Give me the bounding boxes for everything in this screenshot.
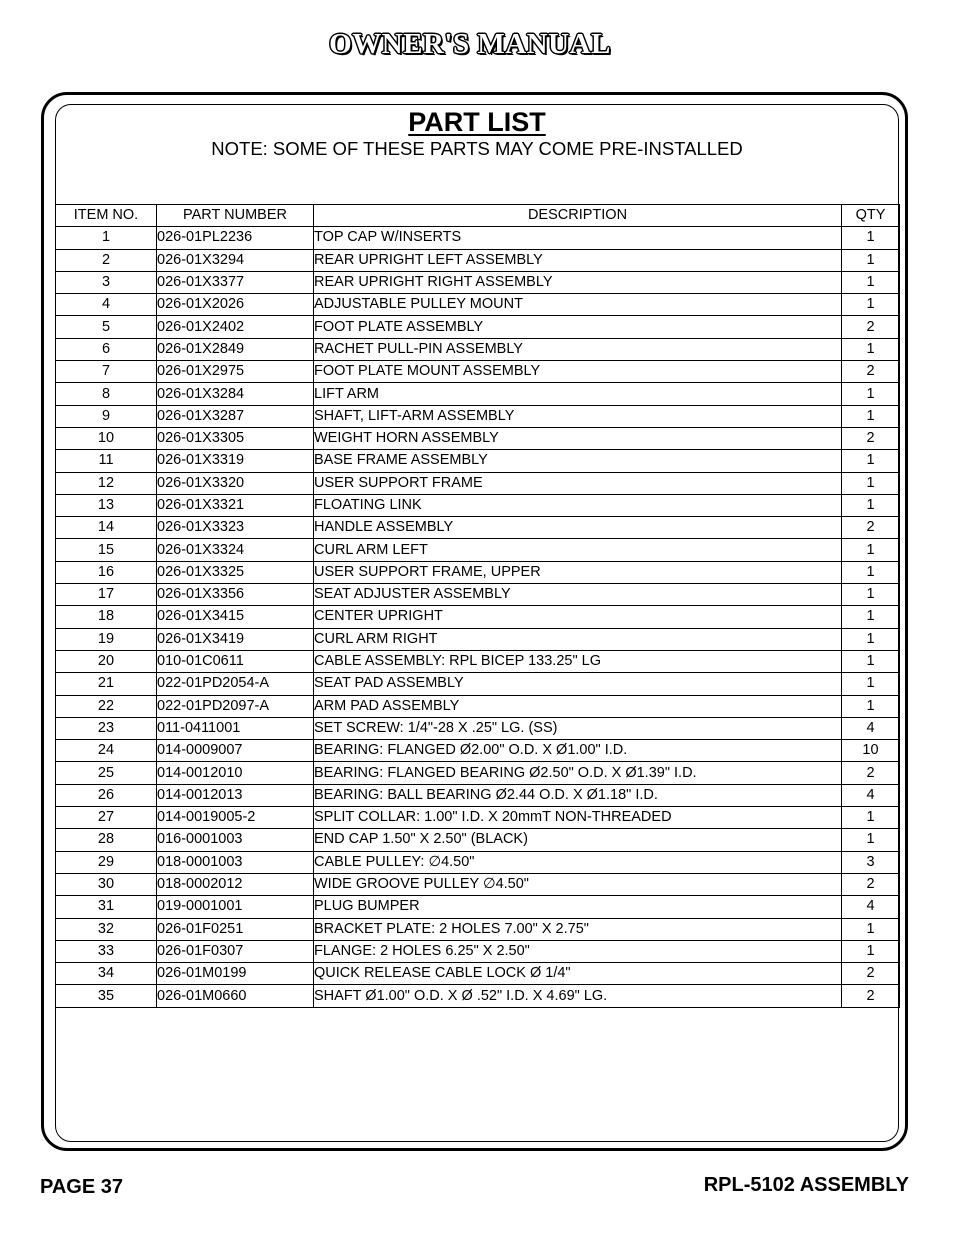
description-cell: QUICK RELEASE CABLE LOCK Ø 1/4" bbox=[314, 963, 842, 985]
quantity-cell: 4 bbox=[842, 784, 900, 806]
table-row bbox=[56, 249, 900, 271]
part-number-cell: 026-01X3320 bbox=[157, 472, 314, 494]
part-number-cell: 014-0009007 bbox=[157, 740, 314, 762]
description-cell: FOOT PLATE MOUNT ASSEMBLY bbox=[314, 361, 842, 383]
quantity-cell: 1 bbox=[842, 450, 900, 472]
table-row bbox=[56, 517, 900, 539]
table-row bbox=[56, 584, 900, 606]
item-number-cell: 4 bbox=[56, 294, 157, 316]
part-number-cell: 026-01X2975 bbox=[157, 361, 314, 383]
quantity-cell: 4 bbox=[842, 896, 900, 918]
item-number-cell: 35 bbox=[56, 985, 157, 1007]
item-number-cell: 17 bbox=[56, 584, 157, 606]
description-cell: LIFT ARM bbox=[314, 383, 842, 405]
table-row bbox=[56, 650, 900, 672]
description-cell: RACHET PULL-PIN ASSEMBLY bbox=[314, 338, 842, 360]
quantity-cell: 1 bbox=[842, 918, 900, 940]
description-cell: BEARING: FLANGED Ø2.00" O.D. X Ø1.00" I.D. bbox=[314, 740, 842, 762]
quantity-cell: 2 bbox=[842, 762, 900, 784]
part-number-cell: 026-01X3415 bbox=[157, 606, 314, 628]
part-list-note: NOTE: SOME OF THESE PARTS MAY COME PRE-INSTALLED bbox=[211, 138, 743, 159]
quantity-cell: 1 bbox=[842, 829, 900, 851]
description-cell: SET SCREW: 1/4"-28 X .25" LG. (SS) bbox=[314, 717, 842, 739]
column-header-qty: QTY bbox=[842, 205, 900, 227]
item-number-cell: 3 bbox=[56, 271, 157, 293]
part-number-cell: 022-01PD2097-A bbox=[157, 695, 314, 717]
quantity-cell: 1 bbox=[842, 695, 900, 717]
description-cell: HANDLE ASSEMBLY bbox=[314, 517, 842, 539]
quantity-cell: 2 bbox=[842, 316, 900, 338]
part-number-cell: 026-01X3305 bbox=[157, 427, 314, 449]
item-number-cell: 12 bbox=[56, 472, 157, 494]
quantity-cell: 1 bbox=[842, 807, 900, 829]
table-row bbox=[56, 294, 900, 316]
quantity-cell: 2 bbox=[842, 361, 900, 383]
item-number-cell: 20 bbox=[56, 650, 157, 672]
part-number-cell: 026-01X2026 bbox=[157, 294, 314, 316]
quantity-cell: 1 bbox=[842, 628, 900, 650]
manual-title: OWNER'S MANUAL bbox=[329, 28, 611, 60]
description-cell: END CAP 1.50" X 2.50" (BLACK) bbox=[314, 829, 842, 851]
item-number-cell: 8 bbox=[56, 383, 157, 405]
page-number: PAGE 37 bbox=[40, 1176, 123, 1198]
quantity-cell: 1 bbox=[842, 673, 900, 695]
description-cell: SEAT PAD ASSEMBLY bbox=[314, 673, 842, 695]
part-number-cell: 026-01X3356 bbox=[157, 584, 314, 606]
table-row bbox=[56, 271, 900, 293]
part-number-cell: 026-01X3323 bbox=[157, 517, 314, 539]
table-row bbox=[56, 427, 900, 449]
item-number-cell: 5 bbox=[56, 316, 157, 338]
part-number-cell: 026-01X3377 bbox=[157, 271, 314, 293]
part-number-cell: 022-01PD2054-A bbox=[157, 673, 314, 695]
item-number-cell: 7 bbox=[56, 361, 157, 383]
description-cell: WEIGHT HORN ASSEMBLY bbox=[314, 427, 842, 449]
item-number-cell: 14 bbox=[56, 517, 157, 539]
description-cell: CABLE PULLEY: ∅4.50" bbox=[314, 851, 842, 873]
table-row bbox=[56, 361, 900, 383]
quantity-cell: 1 bbox=[842, 561, 900, 583]
table-row bbox=[56, 963, 900, 985]
part-number-cell: 010-01C0611 bbox=[157, 650, 314, 672]
table-header-row bbox=[56, 205, 900, 227]
item-number-cell: 30 bbox=[56, 873, 157, 895]
item-number-cell: 33 bbox=[56, 940, 157, 962]
description-cell: BRACKET PLATE: 2 HOLES 7.00" X 2.75" bbox=[314, 918, 842, 940]
part-number-cell: 026-01X3287 bbox=[157, 405, 314, 427]
description-cell: CURL ARM LEFT bbox=[314, 539, 842, 561]
item-number-cell: 18 bbox=[56, 606, 157, 628]
item-number-cell: 19 bbox=[56, 628, 157, 650]
table-row bbox=[56, 807, 900, 829]
description-cell: SEAT ADJUSTER ASSEMBLY bbox=[314, 584, 842, 606]
part-number-cell: 014-0012013 bbox=[157, 784, 314, 806]
part-number-cell: 026-01X2849 bbox=[157, 338, 314, 360]
table-row bbox=[56, 829, 900, 851]
item-number-cell: 27 bbox=[56, 807, 157, 829]
description-cell: BASE FRAME ASSEMBLY bbox=[314, 450, 842, 472]
item-number-cell: 6 bbox=[56, 338, 157, 360]
description-cell: TOP CAP W/INSERTS bbox=[314, 227, 842, 249]
quantity-cell: 1 bbox=[842, 940, 900, 962]
quantity-cell: 1 bbox=[842, 606, 900, 628]
column-header-description: DESCRIPTION bbox=[314, 205, 842, 227]
description-cell: CENTER UPRIGHT bbox=[314, 606, 842, 628]
table-row bbox=[56, 606, 900, 628]
item-number-cell: 9 bbox=[56, 405, 157, 427]
description-cell: PLUG BUMPER bbox=[314, 896, 842, 918]
table-row bbox=[56, 472, 900, 494]
quantity-cell: 3 bbox=[842, 851, 900, 873]
part-number-cell: 026-01X3325 bbox=[157, 561, 314, 583]
quantity-cell: 10 bbox=[842, 740, 900, 762]
part-number-cell: 014-0019005-2 bbox=[157, 807, 314, 829]
item-number-cell: 2 bbox=[56, 249, 157, 271]
item-number-cell: 29 bbox=[56, 851, 157, 873]
table-row bbox=[56, 940, 900, 962]
item-number-cell: 1 bbox=[56, 227, 157, 249]
part-number-cell: 026-01X3294 bbox=[157, 249, 314, 271]
part-number-cell: 026-01F0251 bbox=[157, 918, 314, 940]
quantity-cell: 4 bbox=[842, 717, 900, 739]
item-number-cell: 32 bbox=[56, 918, 157, 940]
item-number-cell: 25 bbox=[56, 762, 157, 784]
table-row bbox=[56, 762, 900, 784]
item-number-cell: 24 bbox=[56, 740, 157, 762]
item-number-cell: 28 bbox=[56, 829, 157, 851]
quantity-cell: 1 bbox=[842, 584, 900, 606]
quantity-cell: 2 bbox=[842, 517, 900, 539]
description-cell: SHAFT Ø1.00" O.D. X Ø .52" I.D. X 4.69" LG. bbox=[314, 985, 842, 1007]
item-number-cell: 23 bbox=[56, 717, 157, 739]
assembly-name: RPL-5102 ASSEMBLY bbox=[703, 1174, 909, 1196]
table-row bbox=[56, 918, 900, 940]
quantity-cell: 1 bbox=[842, 472, 900, 494]
parts-table-body bbox=[56, 227, 900, 1138]
table-row bbox=[56, 784, 900, 806]
table-row bbox=[56, 383, 900, 405]
description-cell: FLANGE: 2 HOLES 6.25" X 2.50" bbox=[314, 940, 842, 962]
description-cell: WIDE GROOVE PULLEY ∅4.50" bbox=[314, 873, 842, 895]
description-cell: SPLIT COLLAR: 1.00" I.D. X 20mmT NON-THREADED bbox=[314, 807, 842, 829]
table-row bbox=[56, 561, 900, 583]
table-row bbox=[56, 673, 900, 695]
table-row bbox=[56, 405, 900, 427]
description-cell: CABLE ASSEMBLY: RPL BICEP 133.25" LG bbox=[314, 650, 842, 672]
item-number-cell: 22 bbox=[56, 695, 157, 717]
quantity-cell: 1 bbox=[842, 227, 900, 249]
item-number-cell: 34 bbox=[56, 963, 157, 985]
table-row bbox=[56, 695, 900, 717]
description-cell: REAR UPRIGHT LEFT ASSEMBLY bbox=[314, 249, 842, 271]
table-row bbox=[56, 717, 900, 739]
table-row bbox=[56, 896, 900, 918]
part-number-cell: 011-0411001 bbox=[157, 717, 314, 739]
description-cell: BEARING: BALL BEARING Ø2.44 O.D. X Ø1.18" I.D. bbox=[314, 784, 842, 806]
part-number-cell: 019-0001001 bbox=[157, 896, 314, 918]
part-number-cell: 026-01M0199 bbox=[157, 963, 314, 985]
table-row bbox=[56, 450, 900, 472]
quantity-cell: 2 bbox=[842, 985, 900, 1007]
table-row bbox=[56, 227, 900, 249]
table-row bbox=[56, 539, 900, 561]
parts-table bbox=[55, 204, 900, 1138]
quantity-cell: 1 bbox=[842, 249, 900, 271]
column-header-item-no: ITEM NO. bbox=[56, 205, 157, 227]
description-cell: REAR UPRIGHT RIGHT ASSEMBLY bbox=[314, 271, 842, 293]
part-number-cell: 026-01F0307 bbox=[157, 940, 314, 962]
quantity-cell: 1 bbox=[842, 294, 900, 316]
quantity-cell: 2 bbox=[842, 963, 900, 985]
part-number-cell: 026-01X2402 bbox=[157, 316, 314, 338]
table-row bbox=[56, 338, 900, 360]
description-cell: BEARING: FLANGED BEARING Ø2.50" O.D. X Ø1.39" I.D. bbox=[314, 762, 842, 784]
empty-cell bbox=[56, 1007, 900, 1138]
description-cell: ARM PAD ASSEMBLY bbox=[314, 695, 842, 717]
table-row bbox=[56, 494, 900, 516]
quantity-cell: 1 bbox=[842, 405, 900, 427]
part-number-cell: 018-0001003 bbox=[157, 851, 314, 873]
part-number-cell: 026-01X3284 bbox=[157, 383, 314, 405]
quantity-cell: 1 bbox=[842, 383, 900, 405]
part-number-cell: 026-01X3321 bbox=[157, 494, 314, 516]
description-cell: FLOATING LINK bbox=[314, 494, 842, 516]
table-row bbox=[56, 628, 900, 650]
item-number-cell: 11 bbox=[56, 450, 157, 472]
item-number-cell: 26 bbox=[56, 784, 157, 806]
quantity-cell: 1 bbox=[842, 338, 900, 360]
item-number-cell: 21 bbox=[56, 673, 157, 695]
part-number-cell: 026-01X3319 bbox=[157, 450, 314, 472]
table-row bbox=[56, 851, 900, 873]
description-cell: ADJUSTABLE PULLEY MOUNT bbox=[314, 294, 842, 316]
quantity-cell: 1 bbox=[842, 271, 900, 293]
item-number-cell: 13 bbox=[56, 494, 157, 516]
description-cell: USER SUPPORT FRAME bbox=[314, 472, 842, 494]
quantity-cell: 2 bbox=[842, 873, 900, 895]
table-row bbox=[56, 985, 900, 1007]
item-number-cell: 15 bbox=[56, 539, 157, 561]
description-cell: USER SUPPORT FRAME, UPPER bbox=[314, 561, 842, 583]
table-row bbox=[56, 316, 900, 338]
quantity-cell: 1 bbox=[842, 650, 900, 672]
column-header-part-number: PART NUMBER bbox=[157, 205, 314, 227]
quantity-cell: 1 bbox=[842, 494, 900, 516]
description-cell: CURL ARM RIGHT bbox=[314, 628, 842, 650]
table-empty-space bbox=[56, 1007, 900, 1138]
part-number-cell: 026-01PL2236 bbox=[157, 227, 314, 249]
part-number-cell: 026-01X3419 bbox=[157, 628, 314, 650]
table-row bbox=[56, 873, 900, 895]
part-number-cell: 016-0001003 bbox=[157, 829, 314, 851]
part-number-cell: 018-0002012 bbox=[157, 873, 314, 895]
table-row bbox=[56, 740, 900, 762]
part-list-title: PART LIST bbox=[408, 107, 546, 137]
part-number-cell: 026-01M0660 bbox=[157, 985, 314, 1007]
part-number-cell: 014-0012010 bbox=[157, 762, 314, 784]
quantity-cell: 2 bbox=[842, 427, 900, 449]
quantity-cell: 1 bbox=[842, 539, 900, 561]
part-number-cell: 026-01X3324 bbox=[157, 539, 314, 561]
description-cell: FOOT PLATE ASSEMBLY bbox=[314, 316, 842, 338]
item-number-cell: 31 bbox=[56, 896, 157, 918]
item-number-cell: 10 bbox=[56, 427, 157, 449]
description-cell: SHAFT, LIFT-ARM ASSEMBLY bbox=[314, 405, 842, 427]
item-number-cell: 16 bbox=[56, 561, 157, 583]
